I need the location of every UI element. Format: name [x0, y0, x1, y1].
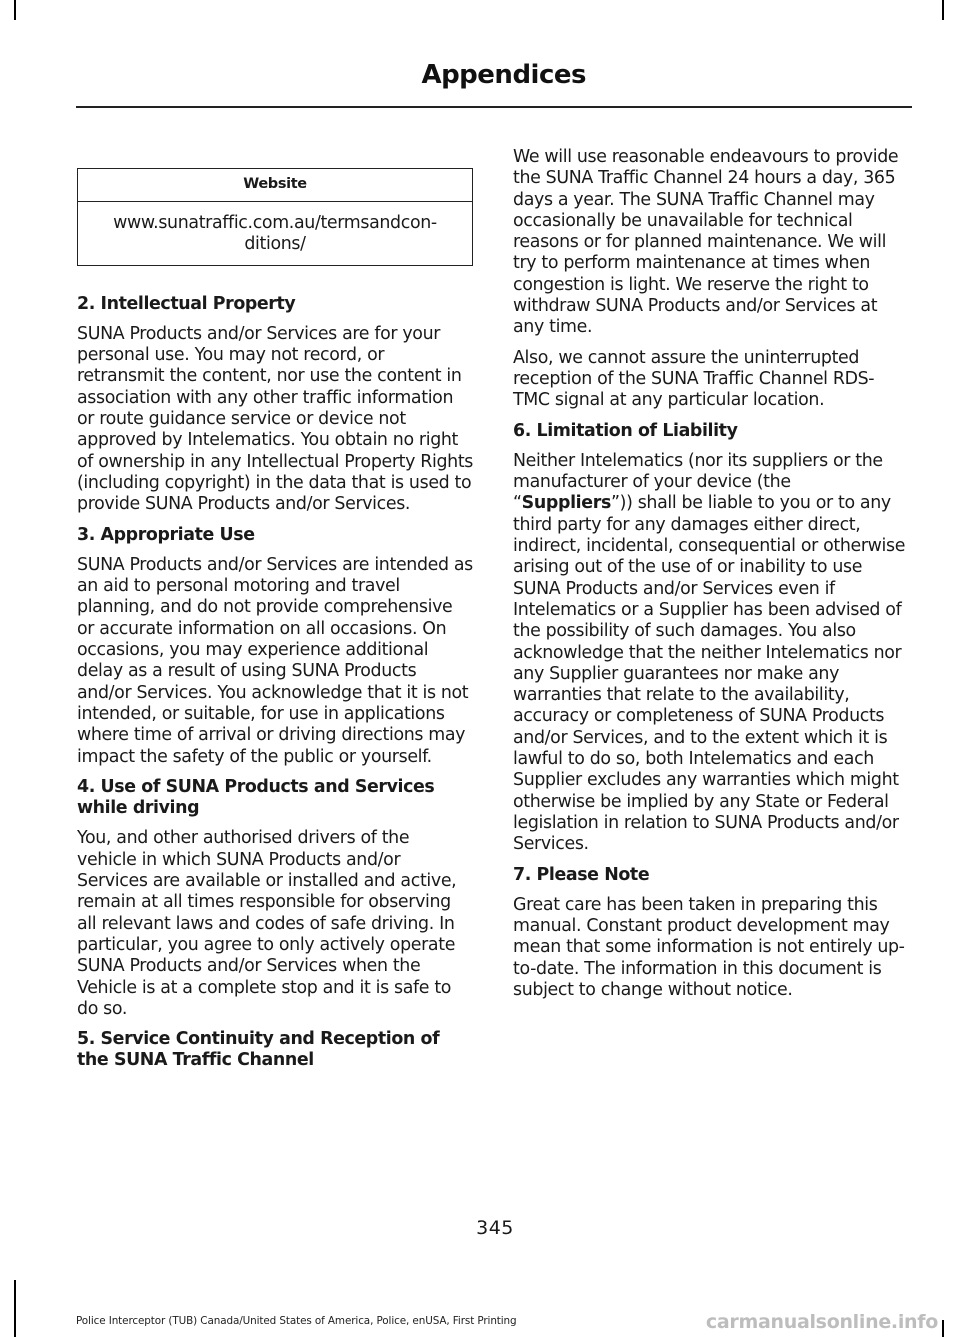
watermark-logo: carmanualsonline.info	[705, 1311, 938, 1333]
section-4-text: You, and other authorised drivers of the vehicle in which SUNA Products and/or Services are available or installed and active, remain at all times responsible for observing all relevant laws and codes of safe driving. In particular, you agree to only actively operate SUNA Products and/or Services when the Vehicle is at a complete stop and it is safe to do so.	[77, 828, 457, 1019]
page-title: Appendices	[421, 60, 586, 90]
section-5-text-2: Also, we cannot assure the uninterrupted reception of the SUNA Traffic Channel RDS-TMC signal at any particular location.	[513, 347, 875, 411]
section-7-title: 7. Please Note	[513, 864, 650, 885]
header-divider	[76, 106, 912, 108]
crop-mark-bottom-right	[942, 1320, 944, 1337]
footer-text: Police Interceptor (TUB) Canada/United States of America, Police, enUSA, First Printing	[76, 1315, 517, 1327]
section-6-text	[513, 451, 909, 856]
crop-mark-top-right	[942, 0, 944, 20]
website-table	[77, 168, 473, 266]
section-3-title: 3. Appropriate Use	[77, 524, 255, 545]
section-6-text-a: Neither Intelematics (nor its suppliers or the manufacturer of your device (the “	[513, 450, 883, 514]
section-5-text-1: We will use reasonable endeavours to provide the SUNA Traffic Channel 24 hours a day, 365 days a year. The SUNA Traffic Channel may occasionally be unavailable for technical reasons or for planned maintenance. We will try to perform maintenance at times when congestion is light. We reserve the right to withdraw SUNA Products and/or Services at any time.	[513, 147, 899, 338]
section-7-text: Great care has been taken in preparing this manual. Constant product development may mean that some information is not entirely up-to-date. The information in this document is subject to change without notice.	[513, 894, 905, 1000]
crop-mark-bottom-left	[14, 1280, 16, 1337]
website-url: www.sunatraffic.com.au/termsandcon-ditions/	[78, 202, 473, 266]
section-6-text-b: ”)) shall be liable to you or to any third party for any damages either direct, indirect, incidental, consequential or otherwise arising out of the use of or inability to use SUNA Products and/or Services even if Intelematics or a Supplier has been advised of the possibility of such damages. You also acknowledge that the neither Intelematics nor any Supplier guarantees nor make any warranties that relate to the availability, accuracy or completeness of SUNA Products and/or Services, and to the extent which it is lawful to do so, both Intelematics and each Supplier excludes any warranties which might otherwise be implied by any State or Federal legislation in relation to SUNA Products and/or Services.	[513, 493, 906, 855]
section-2-title: 2. Intellectual Property	[77, 293, 296, 314]
section-2-text: SUNA Products and/or Services are for your personal use. You may not record, or retransmit the content, nor use the content in association with any other traffic information or route guidance service or device not approved by Intelematics. You obtain no right of ownership in any Intellectual Property Rights (including copyright) in the data that is used to provide SUNA Products and/or Services.	[77, 323, 474, 515]
section-3-text: SUNA Products and/or Services are intended as an aid to personal motoring and travel planning, and do not provide comprehensive or accurate information on all occasions. On occasions, you may experience additional delay as a result of using SUNA Products and/or Services. You acknowledge that it is not intended, or suitable, for use in applications where time of arrival or driving directions may impact the safety of the public or yourself.	[77, 554, 473, 767]
section-4-title: 4. Use of SUNA Products and Services while driving	[77, 776, 435, 819]
section-5-title: 5. Service Continuity and Reception of the SUNA Traffic Channel	[77, 1029, 440, 1071]
crop-mark-top-left	[14, 0, 16, 20]
page-number: 345	[476, 1217, 514, 1239]
website-table-header: Website	[78, 169, 473, 202]
suppliers-term: Suppliers	[521, 493, 611, 514]
left-column	[77, 147, 473, 1081]
right-column	[513, 147, 909, 1010]
section-6-title: 6. Limitation of Liability	[513, 420, 738, 441]
